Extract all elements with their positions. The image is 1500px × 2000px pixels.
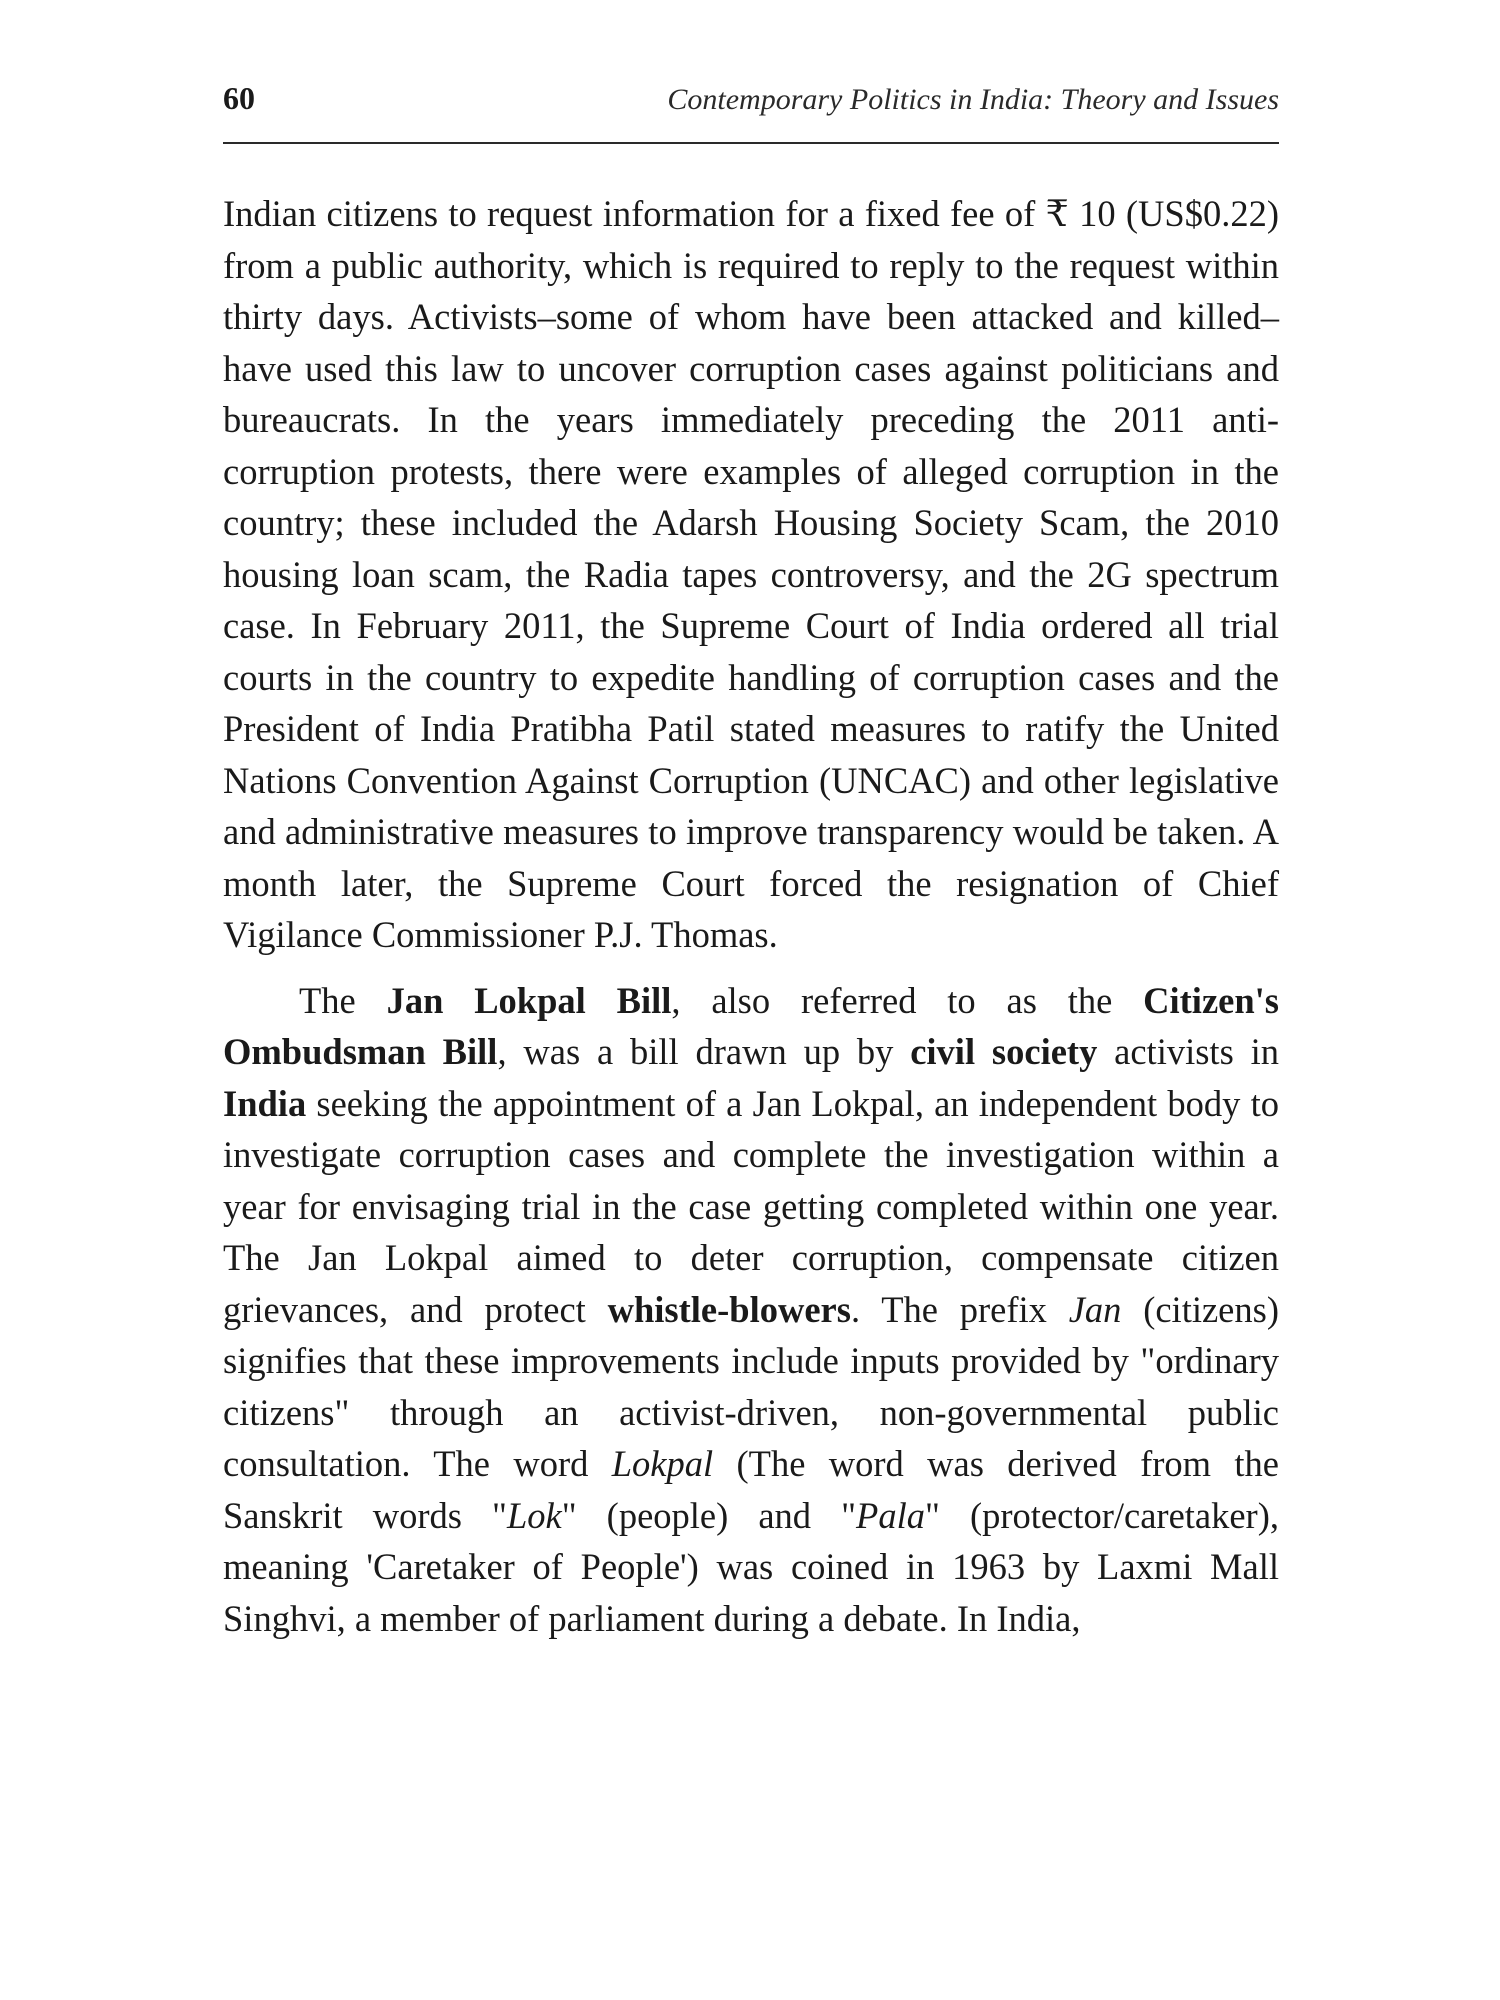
- text-run: " (people) and ": [561, 1494, 857, 1536]
- text-run: . The prefix: [850, 1288, 1069, 1330]
- text-run: The: [299, 979, 387, 1021]
- running-head: [223, 80, 1279, 144]
- text-run: activists in: [1097, 1031, 1279, 1072]
- paragraph-rti-corruption: Indian citizens to request information for a fixed fee of ₹ 10 (US$0.22) from a public authority, which is required to reply to the request within thirty days. Activists–some of whom have been attacked and killed–have used this law to uncover corruption cases against politicians and bureaucrats. In the years immediately preceding the 2011 anti-corruption protests, there were examples of alleged corruption in the country; these included the Adarsh Housing Society Scam, the 2010 housing loan scam, the Radia tapes controversy, and the 2G spectrum case. In February 2011, the Supreme Court of India ordered all trial courts in the country to expedite handling of corruption cases and the President of India Pratibha Patil stated measures to ratify the United Nations Convention Against Corruption (UNCAC) and other legislative and administrative measures to improve transparency would be taken. A month later, the Supreme Court forced the resignation of Chief Vigilance Commissioner P.J. Thomas.: [223, 193, 1279, 955]
- term-civil-society: civil society: [910, 1031, 1098, 1072]
- paragraph-jan-lokpal: [223, 975, 1279, 1645]
- text-run: (citizens) signifies that these improvements include inputs provided by "ordinary citizens" through an activist-driven, non-governmental public consultation. The word: [223, 1288, 1279, 1484]
- text-run: (The word was derived from the Sanskrit words ": [223, 1443, 1279, 1536]
- term-jan-lokpal-bill: Jan Lokpal Bill: [386, 979, 672, 1021]
- term-lokpal: Lokpal: [611, 1443, 714, 1484]
- term-whistle-blowers: whistle-blowers: [607, 1288, 851, 1330]
- text-run: , also referred to as the: [671, 979, 1144, 1021]
- term-lok: Lok: [506, 1494, 562, 1536]
- body-text: [223, 188, 1279, 1644]
- term-pala: Pala: [856, 1494, 925, 1536]
- book-title: Contemporary Politics in India: Theory and Issues: [667, 83, 1279, 116]
- term-india: India: [223, 1082, 307, 1124]
- book-page: [223, 80, 1279, 1644]
- term-citizens-ombudsman-bill: Citizen's Ombudsman Bill: [223, 979, 1279, 1072]
- text-run: seeking the appointment of a Jan Lokpal, an independent body to investigate corruption cases and complete the investigation within a year for envisaging trial in the case getting completed within one year. The Jan Lokpal aimed to deter corruption, compensate citizen grievances, and protect: [223, 1082, 1279, 1330]
- text-run: , was a bill drawn up by: [497, 1031, 911, 1072]
- text-run: " (protector/caretaker), meaning 'Caretaker of People') was coined in 1963 by Laxmi Mall Singhvi, a member of parliament during a debate. In India,: [223, 1494, 1279, 1639]
- page-number: 60: [223, 80, 255, 116]
- term-jan: Jan: [1068, 1288, 1122, 1330]
